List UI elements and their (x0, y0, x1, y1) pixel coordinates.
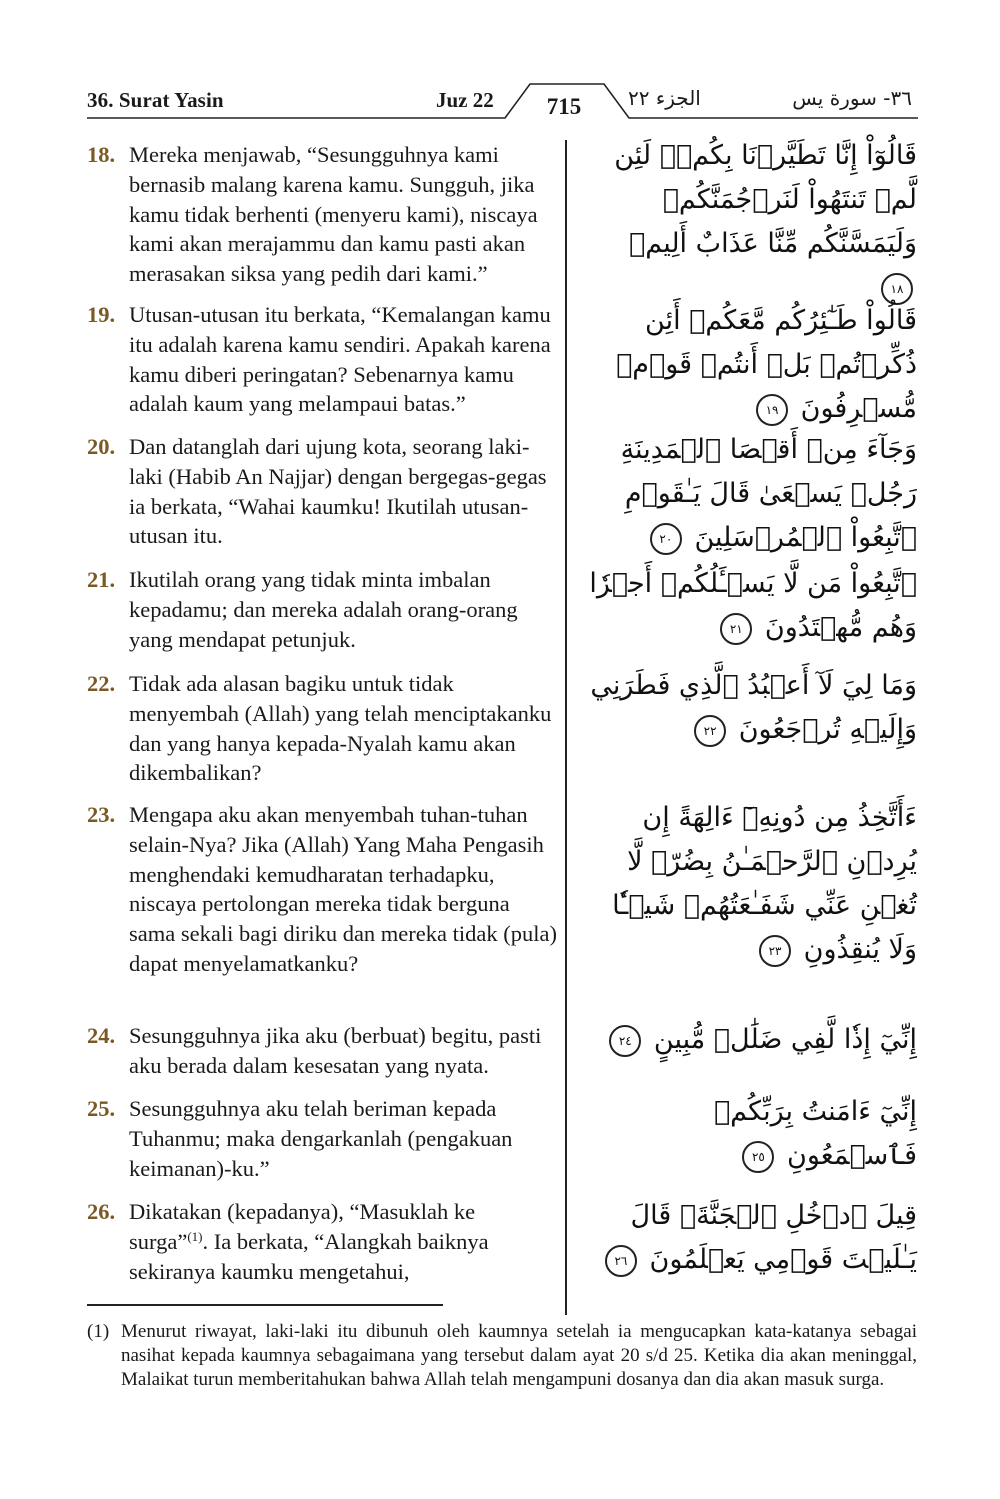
verse-text: Mengapa aku akan menyembah tuhan-tuhan selain-Nya? Jika (Allah) Yang Maha Pengasih menghendaki kemudharatan terhadapku, niscaya pertolongan mereka tidak berguna sama sekali bagi diriku dan mereka tidak (pula) dapat menyelamatkanku? (129, 802, 557, 976)
verse-number: 20. (87, 434, 116, 459)
verse-arabic-19 (585, 299, 917, 431)
verse-number: 25. (87, 1096, 116, 1121)
verse-arabic-25 (585, 1090, 917, 1178)
ayah-end-marker: ٢٣ (759, 935, 791, 967)
verse-text: Sesungguhnya jika aku (berbuat) begitu, pasti aku berada dalam kesesatan yang nyata. (129, 1023, 542, 1078)
verse-translation-23 (87, 800, 557, 979)
verse-text: Sesungguhnya aku telah beriman kepada Tuhanmu; maka dengarkanlah (pengakuan keimanan)-ku.” (129, 1096, 513, 1181)
page-number: 715 (546, 94, 582, 119)
ayah-end-marker: ١٩ (756, 394, 788, 426)
verse-number: 26. (87, 1199, 116, 1224)
arabic-text: ءَأَتَّخِذُ مِن دُونِهِۦٓ ءَالِهَةً إِن يُرِدۡنِ ٱلرَّحۡمَـٰنُ بِضُرّٖ لَّا تُغۡنِ عَنِّي شَفَـٰعَتُهُمۡ شَيۡـٔٗا وَلَا يُنقِذُونِ (612, 802, 917, 965)
verse-translation-19 (87, 300, 557, 419)
verse-text: Ikutilah orang yang tidak minta imbalan kepadamu; dan mereka adalah orang-orang yang mendapat petunjuk. (129, 567, 518, 652)
arabic-text: قَالُوٓاْ إِنَّا تَطَيَّرۡنَا بِكُمۡۖ لَئِن لَّمۡ تَنتَهُواْ لَنَرۡجُمَنَّكُمۡ وَلَيَمَسَّنَّكُم مِّنَّا عَذَابٌ أَلِيمٞ (614, 140, 917, 259)
verse-text: Tidak ada alasan bagiku untuk tidak menyembah (Allah) yang telah menciptakanku dan yang hanya kepada-Nyalah kamu akan dikembalikan? (129, 671, 552, 786)
footnote-rule (87, 1304, 443, 1306)
footnote-text: Menurut riwayat, laki-laki itu dibunuh oleh kaumnya setelah ia mengucapkan kata-katanya sebagai nasihat kepada kaumnya sebagaimana yang tersebut dalam ayat 20 s/d 25. Ketika dia akan meninggal, Malaikat turun memberitahukan bahwa Allah telah mengampuni dosanya dan dia akan masuk surga. (121, 1321, 917, 1390)
verse-text (129, 1197, 557, 1286)
verse-arabic-26 (585, 1194, 917, 1282)
verse-translation-21 (87, 565, 557, 654)
header-rule (0, 0, 1000, 140)
arabic-text: وَمَا لِيَ لَآ أَعۡبُدُ ٱلَّذِي فَطَرَنِي وَإِلَيۡهِ تُرۡجَعُونَ (590, 670, 917, 745)
verse-arabic-22 (585, 664, 917, 752)
ayah-end-marker: ٢٥ (742, 1141, 774, 1173)
verse-number: 22. (87, 671, 116, 696)
arabic-text: قِيلَ ٱدۡخُلِ ٱلۡجَنَّةَۖ قَالَ يَـٰلَيۡتَ قَوۡمِي يَعۡلَمُونَ (630, 1200, 917, 1275)
column-divider (565, 140, 567, 1315)
arabic-text: قَالُواْ طَـٰٓئِرُكُم مَّعَكُمۡ أَئِن ذُكِّرۡتُمۚ بَلۡ أَنتُمۡ قَوۡمٞ مُّسۡرِفُونَ (616, 305, 917, 424)
header-juz-arabic: الجزء ٢٢ (628, 86, 701, 110)
header-surah-arabic: ٣٦- سورة يس (792, 86, 912, 110)
ayah-end-marker: ٢٦ (605, 1245, 637, 1277)
verse-arabic-20 (585, 428, 917, 560)
ayah-end-marker: ٢١ (720, 613, 752, 645)
verse-number: 24. (87, 1023, 116, 1048)
arabic-text: ٱتَّبِعُواْ مَن لَّا يَسۡـَٔلُكُمۡ أَجۡرٗا وَهُم مُّهۡتَدُونَ (589, 568, 917, 643)
verse-translation-22 (87, 669, 557, 788)
verse-number: 19. (87, 302, 116, 327)
ayah-end-marker: ٢٢ (694, 715, 726, 747)
ayah-end-marker: ٢٠ (650, 523, 682, 555)
verse-number: 21. (87, 567, 116, 592)
arabic-text: إِنِّيٓ إِذٗا لَّفِي ضَلَٰلٖ مُّبِينٍ (653, 1024, 917, 1055)
verse-translation-25 (87, 1094, 557, 1183)
verse-text-part: . Ia berkata, “Alangkah baiknya sekiranya kaumku mengetahui, (129, 1228, 489, 1284)
footnote (87, 1320, 917, 1392)
verse-text-part: Dikatakan (kepadanya), “Masuklah ke surga” (129, 1199, 476, 1254)
verse-arabic-24 (585, 1018, 917, 1062)
verse-arabic-21 (585, 562, 917, 650)
ayah-end-marker: ١٨ (881, 273, 913, 305)
verse-text: Mereka menjawab, “Sesungguhnya kami bernasib malang karena kamu. Sungguh, jika kamu tidak berhenti (menyeru kami), niscaya kami akan merajammu dan kamu pasti akan merasakan siksa yang pedih dari kami.” (129, 142, 538, 287)
header-surah-title: 36. Surat Yasin (87, 88, 224, 112)
verse-arabic-18 (585, 134, 917, 310)
header-juz: Juz 22 (436, 88, 494, 112)
verse-translation-20 (87, 432, 557, 551)
arabic-text: وَجَآءَ مِنۡ أَقۡصَا ٱلۡمَدِينَةِ رَجُلٞ يَسۡعَىٰ قَالَ يَـٰقَوۡمِ ٱتَّبِعُواْ ٱلۡمُرۡسَلِينَ (620, 434, 917, 553)
verse-arabic-23 (585, 796, 917, 972)
verse-translation-18 (87, 140, 557, 289)
footnote-reference[interactable]: (1) (187, 1228, 203, 1244)
ayah-end-marker: ٢٤ (609, 1025, 641, 1057)
verse-translation-26 (87, 1197, 557, 1286)
verse-translation-24 (87, 1021, 557, 1081)
verse-number: 18. (87, 142, 116, 167)
verse-number: 23. (87, 802, 116, 827)
verse-text: Utusan-utusan itu berkata, “Kemalangan kamu itu adalah karena kamu sendiri. Apakah karena kamu diberi peringatan? Sebenarnya kamu adalah kaum yang melampaui batas.” (129, 302, 551, 417)
verse-text: Dan datanglah dari ujung kota, seorang laki-laki (Habib An Najjar) dengan bergegas-gegas ia berkata, “Wahai kaumku! Ikutilah utusan-utusan itu. (129, 434, 547, 549)
footnote-mark: (1) (87, 1321, 110, 1342)
arabic-text: إِنِّيٓ ءَامَنتُ بِرَبِّكُمۡ فَٱسۡمَعُونِ (713, 1096, 917, 1171)
